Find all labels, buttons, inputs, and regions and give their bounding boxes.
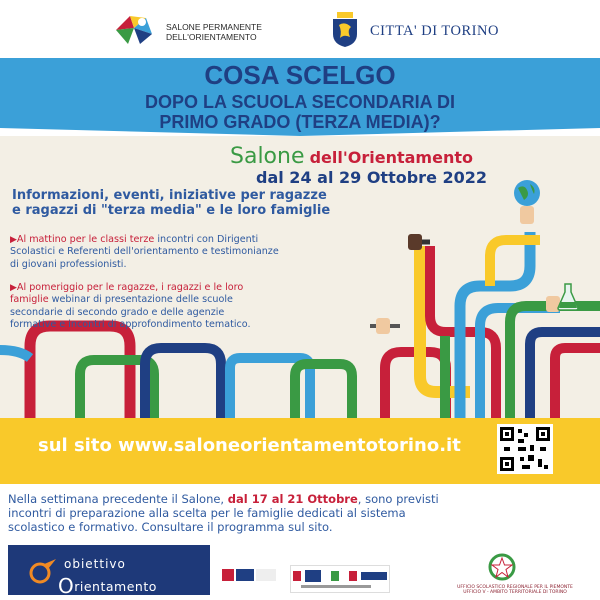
info-line1: Informazioni, eventi, iniziative per ragazze xyxy=(12,188,327,203)
subtitle xyxy=(0,92,600,132)
torino-crest-icon xyxy=(330,12,360,48)
subtitle-line1: DOPO LA SCUOLA SECONDARIA DI xyxy=(144,92,455,112)
obiettivo-word: obiettivo xyxy=(64,557,126,571)
event-dates: dal 24 al 29 Ottobre 2022 xyxy=(256,168,488,187)
main-title: COSA SCELGO xyxy=(204,60,396,90)
bottom-line3: scolastico e formativo. Consultare il programma sul sito. xyxy=(8,520,333,534)
morning-text-a: incontri con Dirigenti xyxy=(154,234,259,245)
afternoon-highlight-b: famiglie xyxy=(10,294,49,306)
partner-logos-icon xyxy=(222,565,278,585)
title-banner xyxy=(0,58,600,136)
content-area xyxy=(0,136,600,418)
header xyxy=(0,0,600,58)
morning-text-b: Scolastici e Referenti dell'orientamento e testimonianze xyxy=(10,246,279,258)
footer xyxy=(0,545,600,600)
eu-flag-icon xyxy=(291,566,389,592)
bottom-text-a: Nella settimana precedente il Salone, xyxy=(8,492,228,506)
bottom-line2: incontri di preparazione alla scelta per le famiglie dedicati al sistema xyxy=(8,506,406,520)
qr-code-icon[interactable] xyxy=(497,424,553,474)
qr-code-graphic xyxy=(500,427,550,471)
info-line2: e ragazzi di "terza media" e le loro famiglie xyxy=(12,203,331,218)
italian-republic-emblem-icon xyxy=(486,551,518,585)
bullet-arrow-icon: ▶ xyxy=(10,283,17,293)
salone-logo-icon xyxy=(112,12,162,48)
eu-funding-logos xyxy=(290,565,390,593)
left-logo-line1: SALONE PERMANENTE xyxy=(166,22,262,32)
afternoon-text-a: webinar di presentazione delle scuole xyxy=(48,294,233,306)
afternoon-text-b: secondarie di secondo grado e delle agenzie xyxy=(10,306,225,318)
morning-text-c: di giovani professionisti. xyxy=(10,258,127,270)
globe-icon xyxy=(512,178,542,208)
obiettivo-orientamento-logo xyxy=(8,545,210,598)
event-title xyxy=(230,144,600,187)
morning-paragraph xyxy=(10,234,390,271)
afternoon-paragraph xyxy=(10,282,390,331)
subtitle-line2: PRIMO GRADO (TERZA MEDIA)? xyxy=(159,112,441,132)
plane-icon xyxy=(28,555,58,585)
afternoon-text-c: formative e incontri di approfondimento tematico. xyxy=(10,318,251,330)
salone-permanente-logo xyxy=(112,12,272,48)
usr-piemonte-text: UFFICIO SCOLASTICO REGIONALE PER IL PIEMONTE UFFICIO V - AMBITO TERRITORIALE DI TORINO xyxy=(457,585,573,595)
orientamento-word-footer: Orientamento xyxy=(58,574,157,598)
left-logo-line2: DELL'ORIENTAMENTO xyxy=(166,32,257,42)
bottom-dates: dal 17 al 21 Ottobre xyxy=(227,492,358,506)
citta-di-torino-logo xyxy=(330,12,500,50)
bullet-arrow-icon: ▶ xyxy=(10,235,17,245)
website-link[interactable]: sul sito www.saloneorientamentotorino.it xyxy=(38,435,461,456)
info-heading xyxy=(12,188,442,218)
bottom-text-b: , sono previsti xyxy=(357,492,439,506)
citta-di-torino-text: CITTA' DI TORINO xyxy=(370,23,499,39)
afternoon-highlight-a: Al pomeriggio per le ragazze, i ragazzi e le loro xyxy=(16,282,244,293)
orientamento-word: dell'Orientamento xyxy=(309,148,473,167)
flask-icon xyxy=(556,282,580,312)
salone-word: Salone xyxy=(230,144,305,169)
morning-highlight: Al mattino per le classi terze xyxy=(16,234,155,245)
preparation-note xyxy=(8,492,598,534)
